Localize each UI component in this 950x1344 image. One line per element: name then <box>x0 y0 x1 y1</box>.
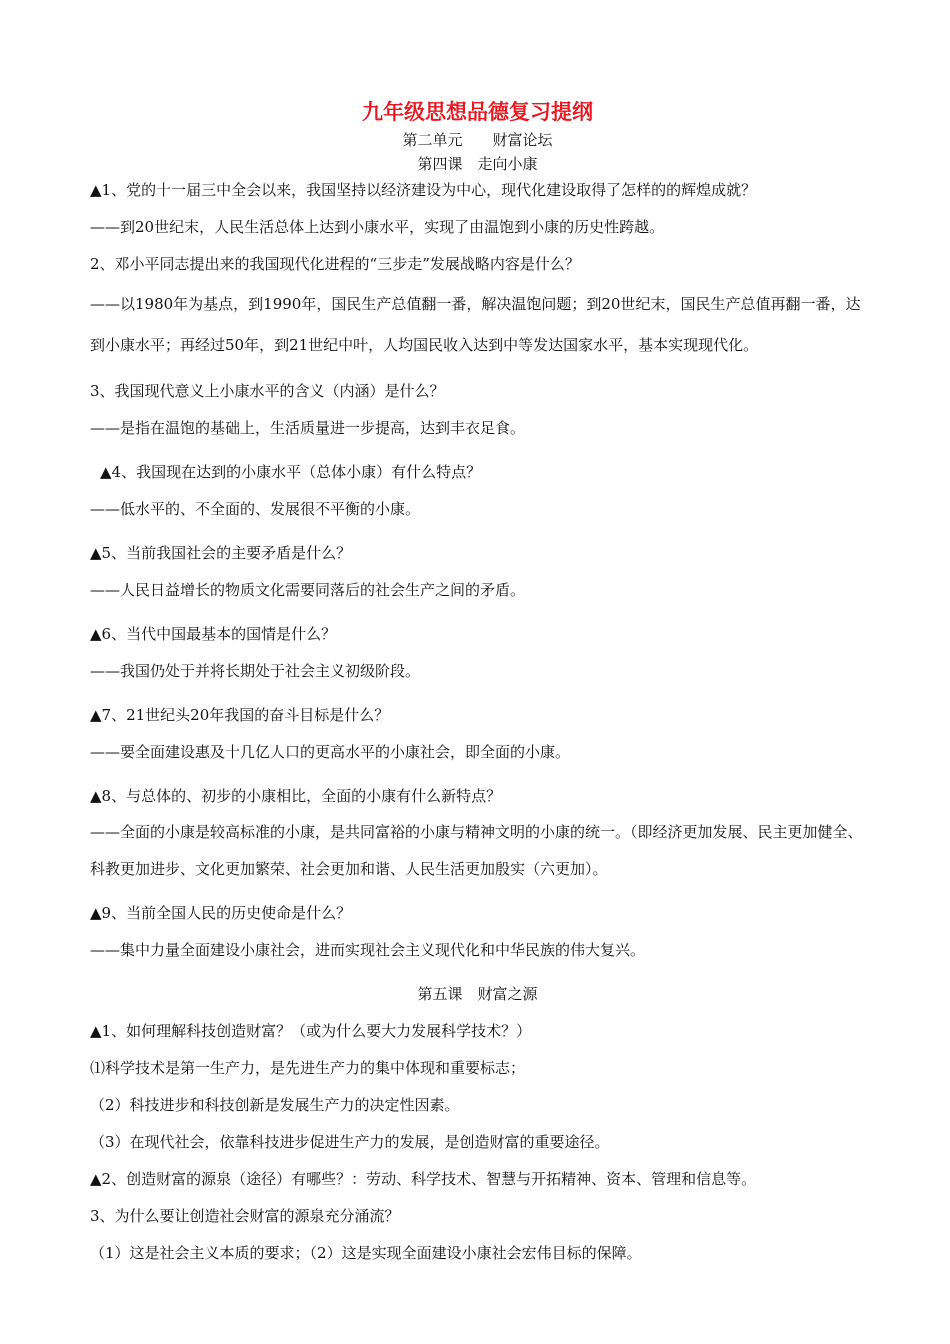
question-4-3: 3、我国现代意义上小康水平的含义（内涵）是什么？ <box>90 382 445 400</box>
question-4-6: ▲6、当代中国最基本的国情是什么？ <box>90 625 337 643</box>
question-4-5: ▲5、当前我国社会的主要矛盾是什么？ <box>90 544 352 562</box>
document-title: 九年级思想品德复习提纲 <box>362 100 593 124</box>
question-5-1: ▲1、如何理解科技创造财富？（或为什么要大力发展科学技术？） <box>90 1022 532 1040</box>
lesson-5-heading: 第五课 财富之源 <box>417 985 538 1003</box>
question-5-2: ▲2、创造财富的源泉（途径）有哪些？：劳动、科学技术、智慧与开拓精神、资本、管理和信息等。 <box>90 1170 757 1188</box>
unit-heading: 第二单元 财富论坛 <box>402 131 553 149</box>
answer-4-7: ——要全面建设惠及十几亿人口的更高水平的小康社会，即全面的小康。 <box>90 743 571 761</box>
answer-5-3: （1）这是社会主义本质的要求；（2）这是实现全面建设小康社会宏伟目标的保障。 <box>90 1244 642 1262</box>
answer-4-6: ——我国仍处于并将长期处于社会主义初级阶段。 <box>90 662 421 680</box>
answer-4-2: ——以1980年为基点，到1990年，国民生产总值翻一番，解决温饱问题；到20世纪末，国民生产总值再翻一番，达到小康水平；再经过50年，到21世纪中叶，人均国民收入达到中等发达国家水平，基本实现现代化。 <box>90 295 861 354</box>
answer-4-8: ——全面的小康是较高标准的小康，是共同富裕的小康与精神文明的小康的统一。（即经济更加发展、民主更加健全、科教更加进步、文化更加繁荣、社会更加和谐、人民生活更加殷实（六更加）。 <box>90 823 863 878</box>
lesson-4-heading: 第四课 走向小康 <box>417 155 538 173</box>
question-4-7: ▲7、21世纪头20年我国的奋斗目标是什么？ <box>90 706 390 724</box>
question-4-1: ▲1、党的十一届三中全会以来，我国坚持以经济建设为中心，现代化建设取得了怎样的的辉煌成就？ <box>90 181 757 199</box>
answer-5-1-c: （3）在现代社会，依靠科技进步促进生产力的发展，是创造财富的重要途径。 <box>90 1133 610 1151</box>
answer-5-1-a: ⑴科学技术是第一生产力，是先进生产力的集中体现和重要标志； <box>90 1059 526 1077</box>
answer-4-1: ——到20世纪末，人民生活总体上达到小康水平，实现了由温饱到小康的历史性跨越。 <box>90 218 665 236</box>
answer-4-9: ——集中力量全面建设小康社会，进而实现社会主义现代化和中华民族的伟大复兴。 <box>90 941 646 959</box>
answer-4-3: ——是指在温饱的基础上，生活质量进一步提高，达到丰衣足食。 <box>90 419 526 437</box>
question-4-4: ▲4、我国现在达到的小康水平（总体小康）有什么特点？ <box>100 463 482 481</box>
document-page <box>90 96 865 1263</box>
question-4-8: ▲8、与总体的、初步的小康相比，全面的小康有什么新特点？ <box>90 787 502 805</box>
answer-5-1-b: （2）科技进步和科技创新是发展生产力的决定性因素。 <box>90 1096 460 1114</box>
question-4-9: ▲9、当前全国人民的历史使命是什么？ <box>90 904 352 922</box>
answer-4-5: ——人民日益增长的物质文化需要同落后的社会生产之间的矛盾。 <box>90 581 526 599</box>
question-5-3: 3、为什么要让创造社会财富的源泉充分涌流？ <box>90 1207 400 1225</box>
answer-4-4: ——低水平的、不全面的、发展很不平衡的小康。 <box>90 500 421 518</box>
question-4-2: 2、邓小平同志提出来的我国现代化进程的“三步走”发展战略内容是什么？ <box>90 255 580 273</box>
